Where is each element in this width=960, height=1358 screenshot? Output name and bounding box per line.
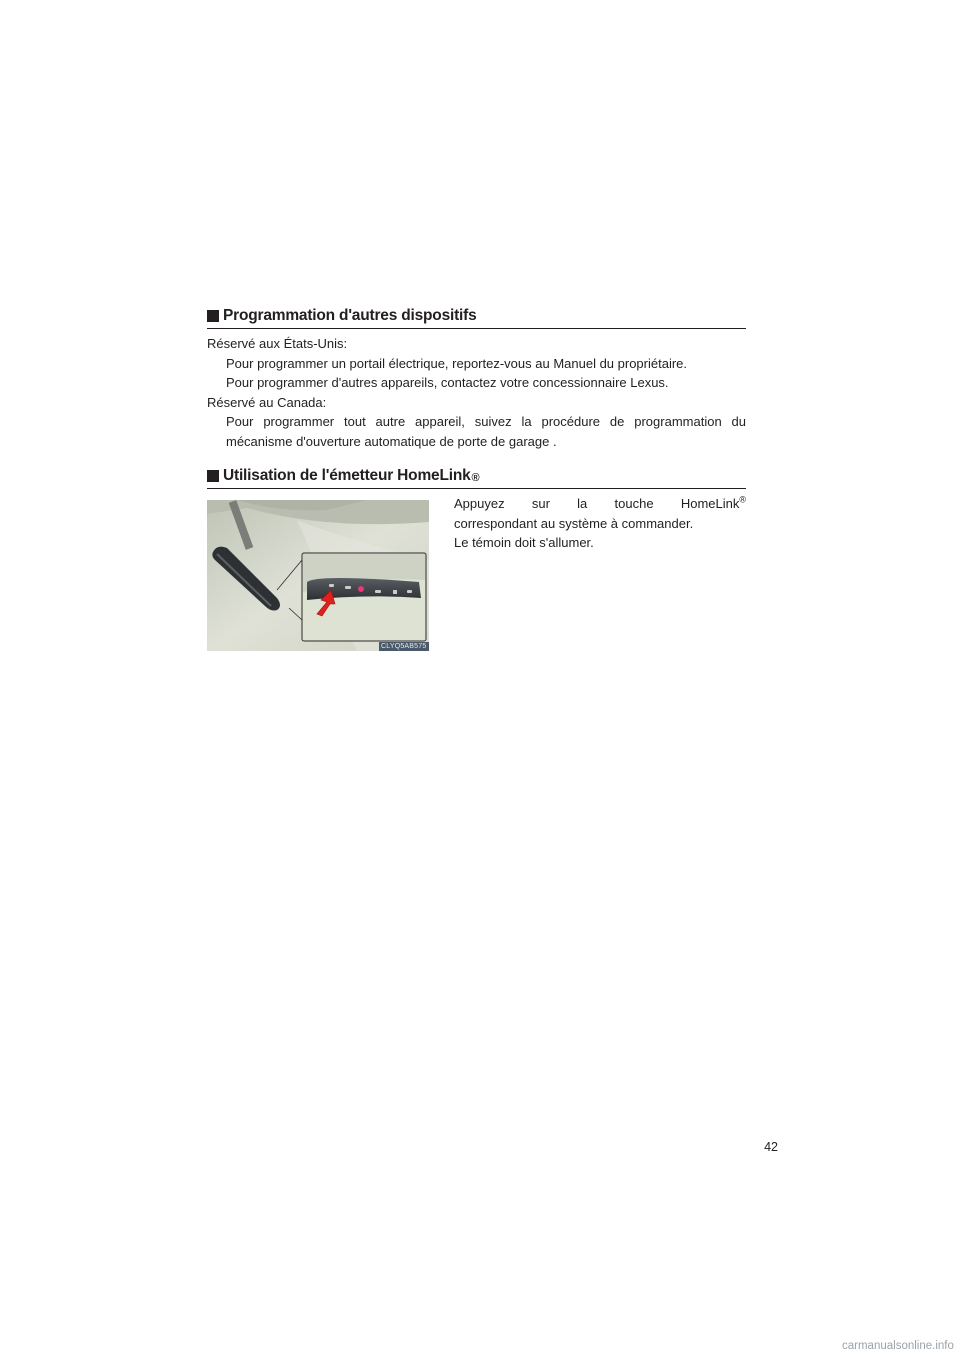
section-homelink: [207, 463, 746, 489]
section-heading: Utilisation de l'émetteur HomeLink ®: [207, 463, 746, 489]
homelink-instructions: [454, 494, 746, 553]
registered-mark: ®: [739, 494, 746, 505]
us-line-1: Pour programmer un portail électrique, reportez-vous au Manuel du propriétaire.: [226, 355, 688, 371]
instruction-line-2: Le témoin doit s'allumer.: [454, 535, 594, 550]
image-code-label: CLYQ5AB575: [381, 643, 427, 650]
instruction-line-1b: correspondant au système à commander.: [454, 515, 694, 531]
watermark: carmanualsonline.info: [842, 1340, 954, 1352]
instruction-text: Appuyez sur la touche HomeLink: [454, 496, 740, 511]
us-line-2: Pour programmer d'autres appareils, contactez votre concessionnaire Lexus.: [226, 375, 669, 390]
bullet-square-icon: [207, 310, 219, 322]
section-heading: [207, 303, 746, 329]
homelink-illustration: [207, 500, 429, 651]
us-label: Réservé aux États-Unis:: [207, 336, 348, 351]
heading-text: Programmation d'autres dispositifs: [223, 307, 477, 324]
page-number: 42: [764, 1140, 778, 1154]
section-programming-body: [207, 334, 746, 451]
section-programming: [207, 303, 746, 329]
instruction-line-1a: [454, 494, 746, 514]
heading-text: Utilisation de l'émetteur HomeLink: [223, 467, 471, 484]
canada-label: Réservé au Canada:: [207, 394, 327, 410]
bullet-square-icon: [207, 470, 219, 482]
canada-text: Pour programmer tout autre appareil, suivez la procédure de programmation du mécanisme d'ouverture automatique de porte de garage .: [226, 414, 746, 449]
